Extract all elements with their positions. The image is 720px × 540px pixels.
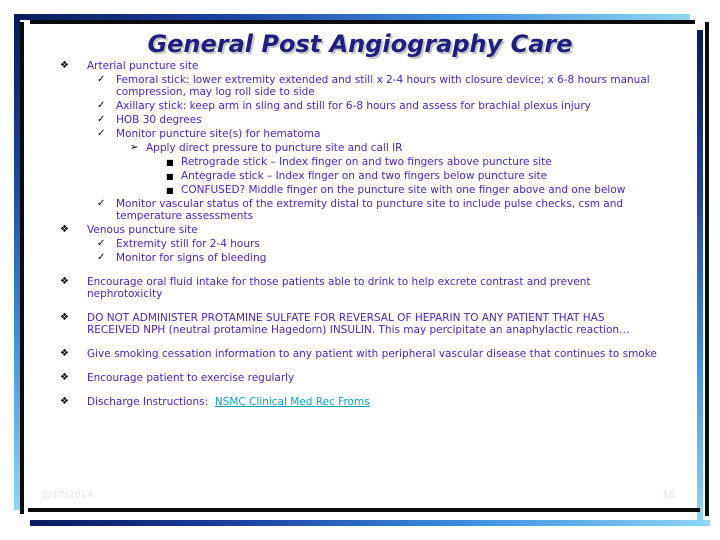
axillary-text: Axillary stick: keep arm in sling and still for 6-8 hours and assess for brachial plexus injury: [116, 100, 591, 112]
arterial-label: Arterial puncture site: [87, 60, 199, 72]
check-bullet-icon: ✓: [97, 252, 106, 263]
venous-still-text: Extremity still for 2-4 hours: [116, 238, 260, 250]
discharge-label: Discharge Instructions:: [87, 396, 215, 408]
diamond-bullet-icon: ❖: [60, 348, 69, 359]
list-item-exercise: [60, 372, 660, 384]
list-item-apply-pressure: [60, 142, 660, 154]
list-item-venous: [60, 224, 660, 236]
check-bullet-icon: ✓: [97, 100, 106, 111]
footer-page-number: 16: [662, 490, 675, 501]
list-item-monitor-site: [60, 128, 660, 140]
check-bullet-icon: ✓: [97, 238, 106, 249]
antegrade-text: Antegrade stick – Index finger on and two fingers below puncture site: [181, 170, 548, 182]
frame-bottom-bar: [30, 520, 710, 526]
oral-fluid-text: Encourage oral fluid intake for those patients able to drink to help excrete contrast and prevent nephrotoxicity: [87, 276, 591, 300]
list-item-confused: [60, 184, 660, 196]
list-item-venous-bleeding: [60, 252, 660, 264]
frame-left-bar: [14, 14, 20, 510]
list-item-protamine: [60, 312, 660, 336]
vascular-text: Monitor vascular status of the extremity distal to puncture site to include pulse checks, csm and temperature assessments: [116, 198, 624, 222]
diamond-bullet-icon: ❖: [60, 312, 69, 323]
confused-text: CONFUSED? Middle finger on the puncture site with one finger above and one below: [181, 184, 626, 196]
footer-date: 5/17/2014: [42, 490, 94, 501]
arrow-bullet-icon: ➢: [130, 142, 139, 153]
list-item-antegrade: [60, 170, 660, 182]
list-item-vascular: [60, 198, 660, 222]
frame-top-bar: [14, 14, 690, 20]
smoking-text: Give smoking cessation information to any patient with peripheral vascular disease that continues to smoke: [87, 348, 657, 360]
square-bullet-icon: ■: [166, 172, 174, 181]
list-item-discharge: [60, 396, 660, 408]
list-item-arterial: [60, 60, 660, 72]
list-item-retrograde: [60, 156, 660, 168]
frame-top-shadow: [30, 20, 695, 24]
hob-text: HOB 30 degrees: [116, 114, 202, 126]
diamond-bullet-icon: ❖: [60, 276, 69, 287]
femoral-text: Femoral stick: lower extremity extended and still x 2-4 hours with closure device; x 6-8 hours manual compression, may log roll side to side: [116, 74, 650, 98]
frame-right-bar: [697, 30, 703, 524]
list-item-femoral: [60, 74, 660, 98]
exercise-text: Encourage patient to exercise regularly: [87, 372, 295, 384]
discharge-link[interactable]: NSMC Clinical Med Rec Froms: [214, 396, 370, 408]
frame-bottom-shadow: [28, 508, 700, 512]
diamond-bullet-icon: ❖: [60, 396, 69, 407]
list-item-axillary: [60, 100, 660, 112]
monitor-site-text: Monitor puncture site(s) for hematoma: [116, 128, 321, 140]
frame-right-shadow: [705, 22, 709, 516]
check-bullet-icon: ✓: [97, 114, 106, 125]
protamine-text: DO NOT ADMINISTER PROTAMINE SULFATE FOR REVERSAL OF HEPARIN TO ANY PATIENT THAT HAS RECEIVED NPH (neutral protamine Hagedorn) INSULIN. This may percipitate an anaphylactic reaction…: [87, 312, 630, 336]
venous-bleeding-text: Monitor for signs of bleeding: [116, 252, 267, 264]
list-item-oral-fluid: [60, 276, 660, 300]
diamond-bullet-icon: ❖: [60, 224, 69, 235]
diamond-bullet-icon: ❖: [60, 60, 69, 71]
slide-title: General Post Angiography Care: [147, 30, 573, 58]
apply-pressure-text: Apply direct pressure to puncture site and call IR: [146, 142, 403, 154]
check-bullet-icon: ✓: [97, 128, 106, 139]
venous-label: Venous puncture site: [87, 224, 198, 236]
check-bullet-icon: ✓: [97, 74, 106, 85]
list-item-smoking: [60, 348, 660, 360]
slide-content: [60, 60, 660, 410]
square-bullet-icon: ■: [166, 186, 174, 195]
check-bullet-icon: ✓: [97, 198, 106, 209]
list-item-venous-still: [60, 238, 660, 250]
diamond-bullet-icon: ❖: [60, 372, 69, 383]
frame-left-shadow: [20, 22, 24, 514]
retrograde-text: Retrograde stick – Index finger on and two fingers above puncture site: [181, 156, 552, 168]
square-bullet-icon: ■: [166, 158, 174, 167]
list-item-hob: [60, 114, 660, 126]
